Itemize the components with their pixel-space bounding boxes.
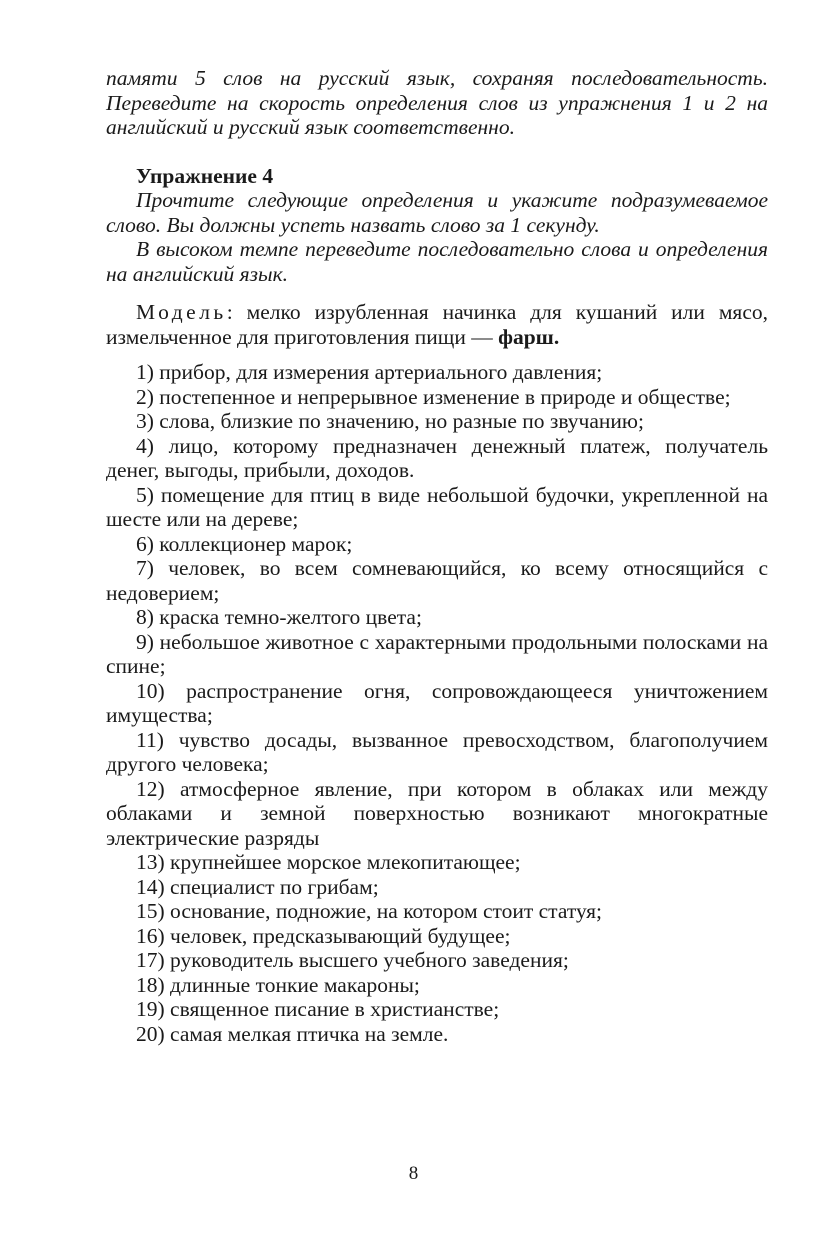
- page-body: [106, 66, 768, 1046]
- list-item: 10) распространение огня, сопровождающееся уничтожением имущества;: [106, 678, 768, 727]
- list-item: 19) священное писание в христианстве;: [136, 997, 500, 1021]
- exercise-instruction-1: Прочтите следующие определения и укажите подразумеваемое слово. Вы должны успеть назвать слово за 1 секунду.: [106, 188, 768, 237]
- model-answer: фарш.: [498, 324, 560, 349]
- list-item: 7) человек, во всем сомневающийся, ко всему относящийся с недоверием;: [106, 556, 768, 605]
- model-paragraph: [106, 300, 768, 349]
- definition-list: [106, 360, 768, 1046]
- exercise-title: Упражнение 4: [136, 163, 274, 188]
- model-label: Модель: [136, 300, 227, 324]
- list-item: 8) краска темно-желтого цвета;: [136, 605, 422, 629]
- intro-paragraph: памяти 5 слов на русский язык, сохраняя последовательность. Переведите на скорость определения слов из упражнения 1 и 2 на английский и русский язык соответственно.: [106, 66, 768, 139]
- list-item: 11) чувство досады, вызванное превосходством, благополучием другого человека;: [106, 727, 768, 776]
- list-item: 6) коллекционер марок;: [136, 531, 353, 556]
- list-item: 2) постепенное и непрерывное изменение в природе и обществе;: [136, 384, 731, 409]
- list-item: 9) небольшое животное с характерными продольными полосками на спине;: [106, 629, 768, 678]
- list-item: 20) самая мелкая птичка на земле.: [136, 1021, 449, 1046]
- list-item: 5) помещение для птиц в виде небольшой будочки, укрепленной на шесте или на дереве;: [106, 482, 768, 531]
- list-item: 15) основание, подножие, на котором стоит статуя;: [136, 899, 603, 923]
- list-item: 4) лицо, которому предназначен денежный платеж, получатель денег, выгоды, прибыли, доходов.: [106, 433, 768, 482]
- list-item: 16) человек, предсказывающий будущее;: [136, 923, 511, 948]
- list-item: 13) крупнейшее морское млекопитающее;: [136, 850, 521, 874]
- list-item: 18) длинные тонкие макароны;: [136, 972, 420, 997]
- exercise-instruction-2: В высоком темпе переведите последовательно слова и определения на английский язык.: [106, 237, 768, 286]
- list-item: 3) слова, близкие по значению, но разные по звучанию;: [136, 409, 644, 433]
- page-number: 8: [408, 1163, 419, 1184]
- list-item: 14) специалист по грибам;: [136, 874, 379, 899]
- list-item: 12) атмосферное явление, при котором в облаках или между облаками и земной поверхностью возникают многократные электрические разряды: [106, 776, 768, 850]
- model-text: : мелко изрубленная начинка для кушаний или мясо, измельченное для приготовления пищи —: [106, 300, 768, 349]
- list-item: 1) прибор, для измерения артериального давления;: [136, 360, 603, 384]
- list-item: 17) руководитель высшего учебного заведения;: [136, 948, 569, 972]
